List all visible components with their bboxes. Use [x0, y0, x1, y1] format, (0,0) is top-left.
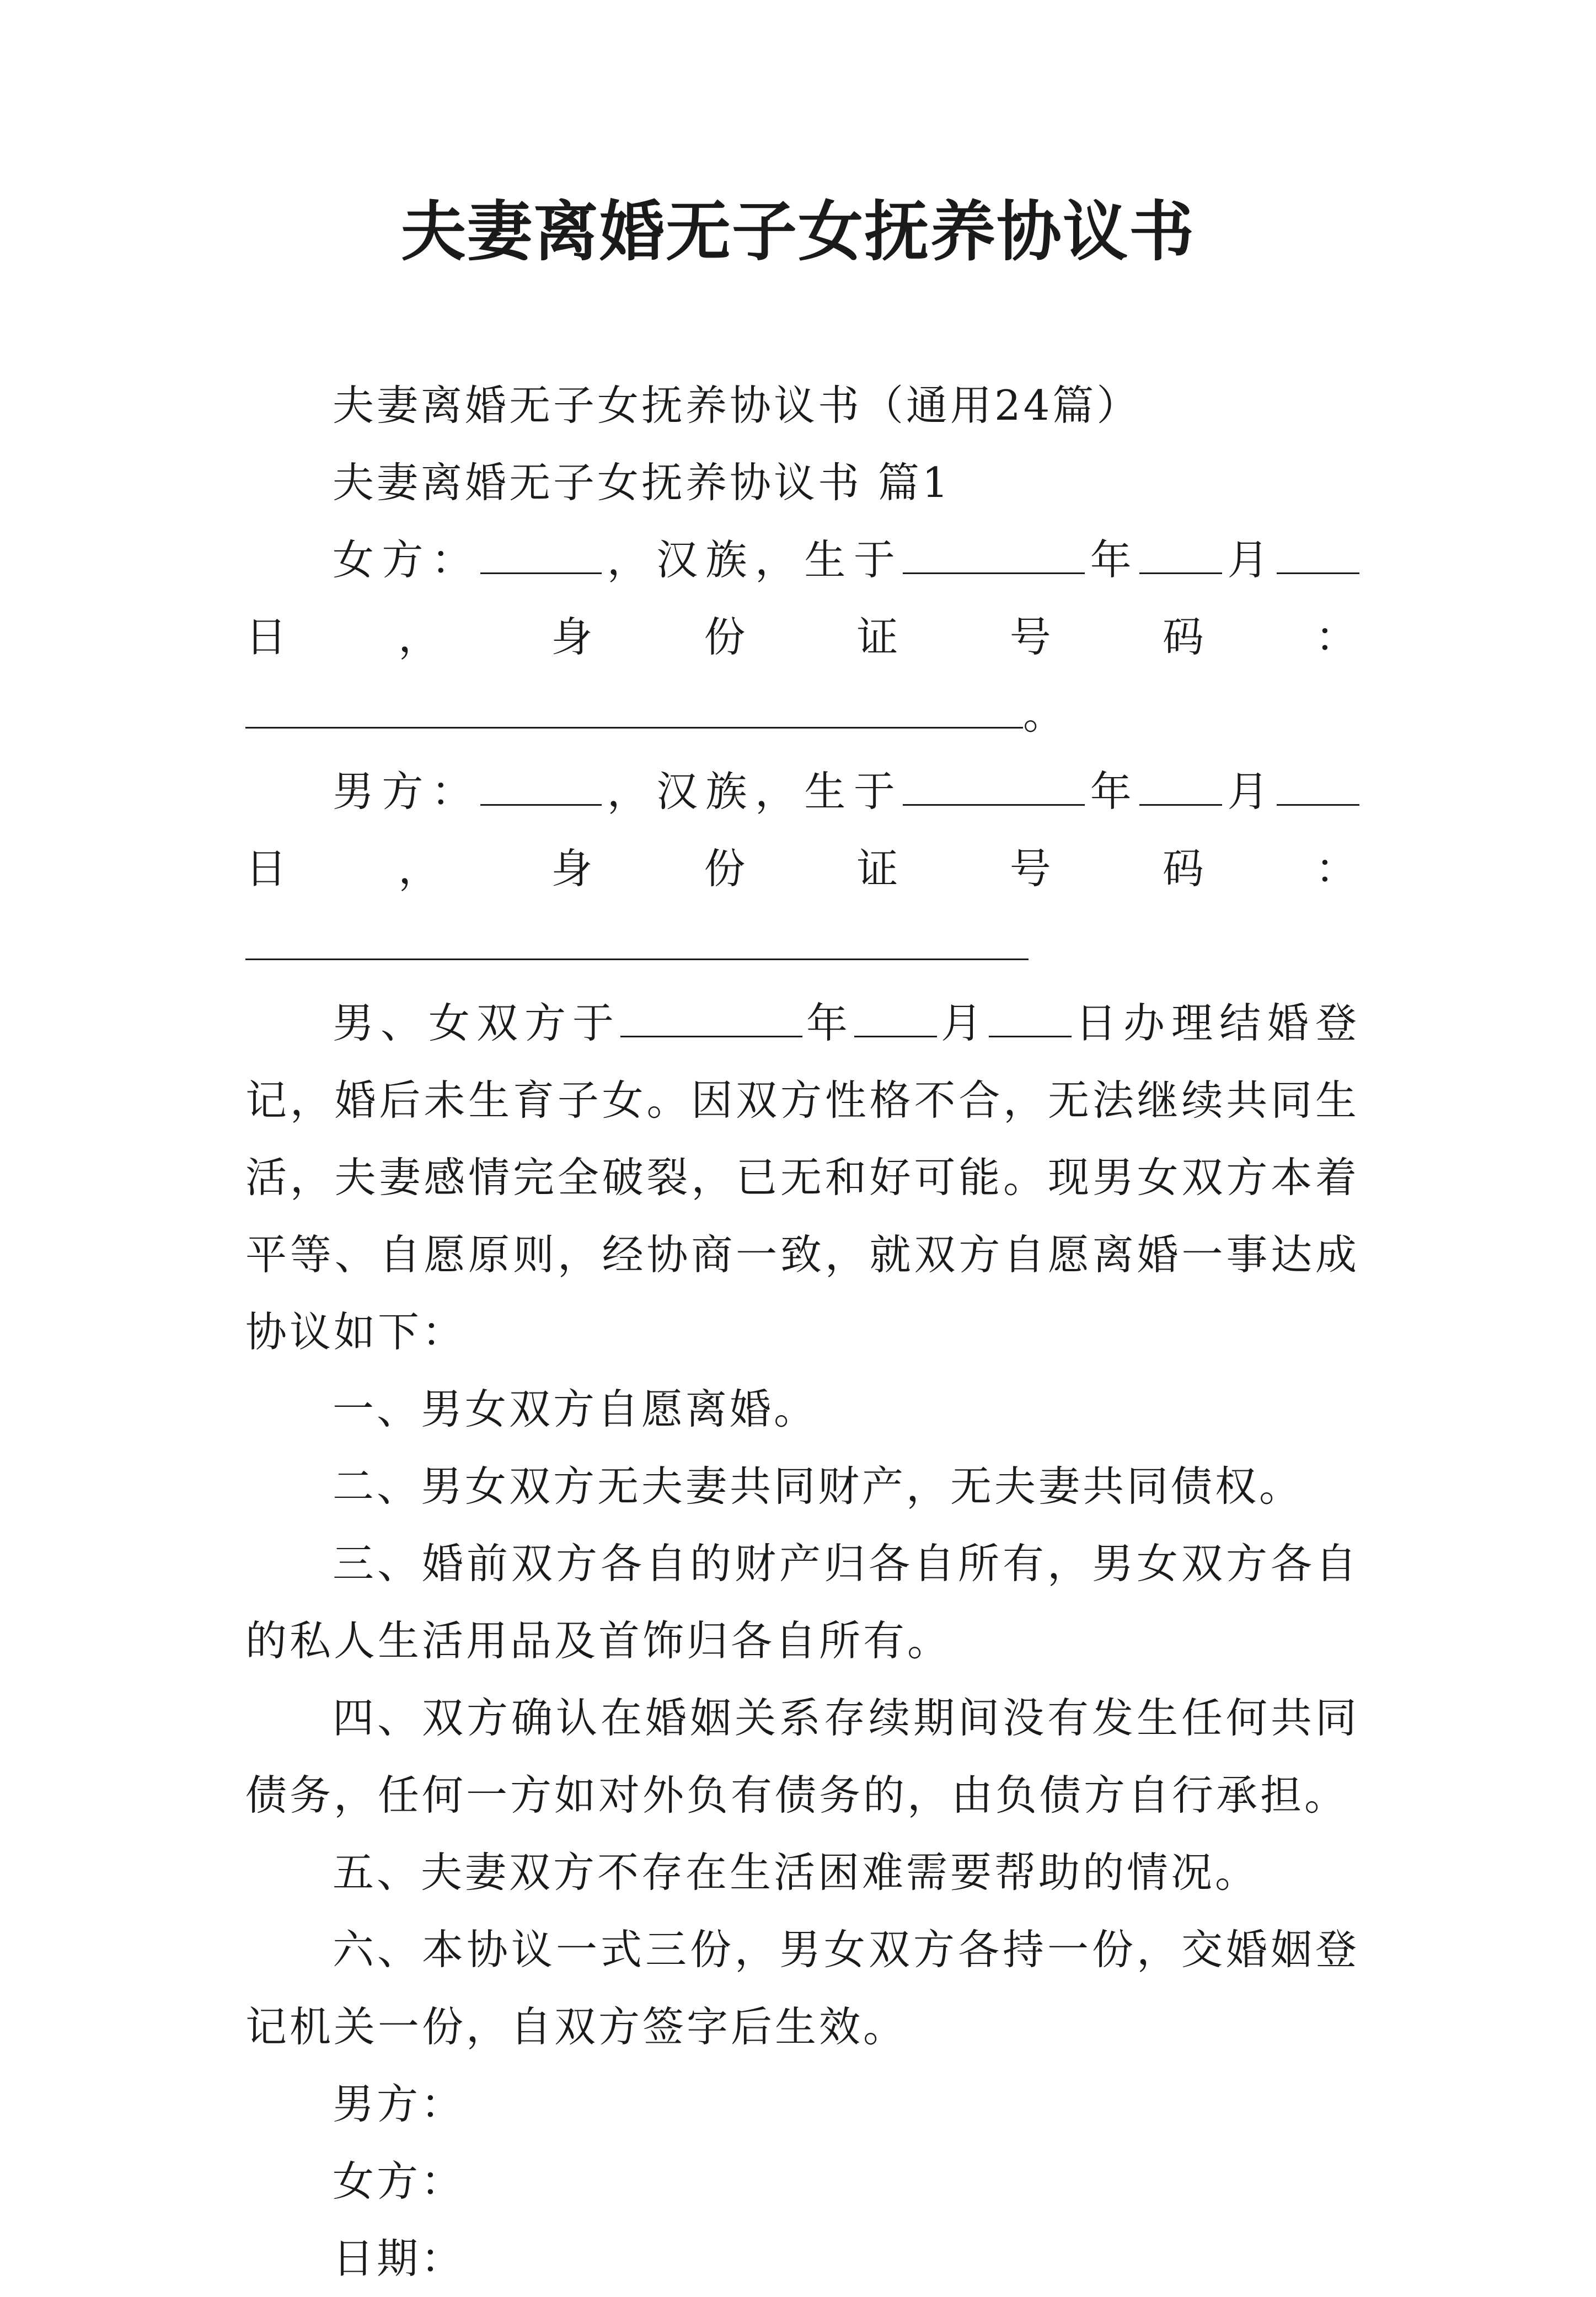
- man-info-paragraph: [245, 753, 1359, 984]
- man-year-label: 年: [1085, 767, 1140, 816]
- man-id-label: 身份证号码：: [551, 844, 1359, 893]
- marriage-start: 男、女双方于: [333, 999, 620, 1047]
- woman-id-label: 身份证号码：: [551, 613, 1359, 661]
- woman-birth-year-blank: [903, 525, 1085, 574]
- signature-man: 男方：: [333, 2080, 465, 2128]
- woman-year-label: 年: [1085, 536, 1140, 584]
- woman-name-blank: [480, 525, 602, 574]
- clause-6: 六、本协议一式三份，男女双方各持一份，交婚姻登记机关一份，自双方签字后生效。: [245, 1925, 1359, 2051]
- man-id-blank: [245, 911, 1029, 960]
- document-body: [245, 367, 1359, 2297]
- clause-3: 三、婚前双方各自的财产归各自所有，男女双方各自的私人生活用品及首饰归各自所有。: [245, 1539, 1359, 1665]
- man-birth-day-blank: [1277, 757, 1359, 806]
- clause-2: 二、男女双方无夫妻共同财产，无夫妻共同债权。: [333, 1462, 1304, 1511]
- signature-woman: 女方：: [333, 2157, 465, 2205]
- subtitle: 夫妻离婚无子女抚养协议书（通用24篇）: [333, 381, 1141, 430]
- woman-id-blank: [245, 679, 1023, 729]
- marriage-year-blank: [620, 988, 802, 1037]
- man-ethnicity: ，汉族，生于: [602, 767, 903, 816]
- document-title: 夫妻离婚无子女抚养协议书: [400, 193, 1195, 270]
- marriage-month-blank: [854, 988, 937, 1037]
- man-birth-month-blank: [1139, 757, 1222, 806]
- woman-birth-month-blank: [1139, 525, 1222, 574]
- woman-info-paragraph: [245, 521, 1359, 753]
- signature-date: 日期：: [333, 2234, 465, 2283]
- woman-line-end: 。: [1023, 690, 1068, 738]
- marriage-month-label: 月: [936, 999, 989, 1047]
- section-heading: 夫妻离婚无子女抚养协议书 篇1: [333, 458, 951, 507]
- marriage-paragraph: [245, 984, 1359, 1370]
- man-label: 男方：: [333, 767, 481, 816]
- marriage-day-blank: [989, 988, 1072, 1037]
- clause-4: 四、双方确认在婚姻关系存续期间没有发生任何共同债务，任何一方如对外负有债务的，由负债方自行承担。: [245, 1694, 1359, 1819]
- man-birth-year-blank: [903, 757, 1085, 806]
- clause-1: 一、男女双方自愿离婚。: [333, 1385, 818, 1433]
- marriage-rest: 日办理结婚登记，婚后未生育子女。因双方性格不合，无法继续共同生活，夫妻感情完全破裂，已无和好可能。现男女双方本着平等、自愿原则，经协商一致，就双方自愿离婚一事达成协议如下：: [245, 999, 1359, 1356]
- man-day-label: 日，: [245, 844, 551, 893]
- woman-day-label: 日，: [245, 613, 551, 661]
- woman-label: 女方：: [333, 536, 481, 584]
- woman-birth-day-blank: [1277, 525, 1359, 574]
- clause-5: 五、夫妻双方不存在生活困难需要帮助的情况。: [333, 1848, 1260, 1897]
- woman-ethnicity: ，汉族，生于: [602, 536, 903, 584]
- man-name-blank: [480, 757, 602, 806]
- marriage-year-label: 年: [802, 999, 854, 1047]
- woman-month-label: 月: [1222, 536, 1277, 584]
- man-month-label: 月: [1222, 767, 1277, 816]
